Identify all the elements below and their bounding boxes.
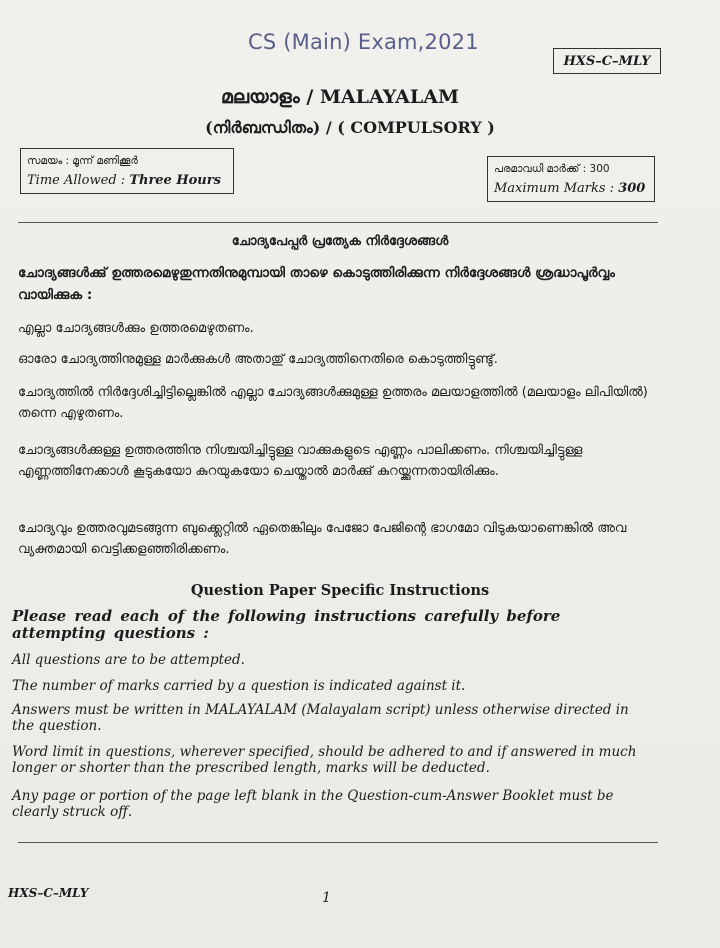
footer-paper-code: HXS–C–MLY — [8, 886, 89, 900]
time-value: Three Hours — [129, 173, 221, 188]
time-allowed-box — [20, 148, 234, 194]
instructions-lead-en: Please read each of the following instructions carefully before attempting questions : — [12, 607, 561, 642]
paper-subtitle: (നിർബന്ധിതം) / ( COMPULSORY ) — [205, 118, 495, 137]
instruction-en-5: Any page or portion of the page left blank in the Question-cum-Answer Booklet must be clearly struck off. — [12, 788, 614, 820]
time-label-en — [27, 171, 227, 191]
marks-value: 300 — [618, 181, 646, 196]
instruction-en-4: Word limit in questions, wherever specified, should be adhered to and if answered in much longer or shorter than the prescribed length, marks will be deducted. — [12, 744, 637, 776]
instructions-heading-ml: ചോദ്യപേപ്പർ പ്രത്യേക നിർദ്ദേശങ്ങൾ — [231, 234, 449, 249]
instructions-heading-en: Question Paper Specific Instructions — [190, 582, 490, 599]
exam-stamp: CS (Main) Exam,2021 — [248, 30, 479, 54]
marks-label-en — [494, 179, 648, 199]
marks-label-en-text: Maximum Marks : — [494, 181, 615, 196]
instruction-ml-1: എല്ലാ ചോദ്യങ്ങൾക്കും ഉത്തരമെഴുതണം. — [18, 321, 254, 336]
instruction-en-3: Answers must be written in MALAYALAM (Malayalam script) unless otherwise directed in the question. — [12, 702, 629, 734]
time-label-en-text: Time Allowed : — [27, 173, 126, 188]
instruction-ml-3: ചോദ്യത്തിൽ നിർദ്ദേശിച്ചിട്ടില്ലെങ്കിൽ എല്ലാ ചോദ്യങ്ങൾക്കുമുള്ള ഉത്തരം മലയാളത്തിൽ (മലയാളം ലിപിയിൽ) തന്നെ എഴുതണം. — [18, 385, 648, 421]
instruction-en-1: All questions are to be attempted. — [12, 652, 245, 668]
page-number: 1 — [322, 890, 331, 906]
instruction-ml-5: ചോദ്യവും ഉത്തരവുമടങ്ങുന്ന ബുക്ക്ലെറ്റിൽ ഏതെങ്കിലും പേജോ പേജിന്റെ ഭാഗമോ വിടുകയാണെങ്കിൽ അവ വ്യക്തമായി വെട്ടിക്കളഞ്ഞിരിക്കണം. — [18, 521, 627, 557]
maximum-marks-box — [487, 156, 655, 202]
paper-title: മലയാളം / MALAYALAM — [220, 86, 460, 108]
time-label-ml: സമയം : മൂന്ന് മണിക്കൂർ — [27, 155, 138, 167]
instruction-ml-4: ചോദ്യങ്ങൾക്കുള്ള ഉത്തരത്തിനു നിശ്ചയിച്ചിട്ടുള്ള വാക്കുകളുടെ എണ്ണം പാലിക്കണം. നിശ്ചയിച്ചിട്ടുള്ള എണ്ണത്തിനേക്കാൾ കൂടുകയോ കുറയുകയോ ചെയ്താൽ മാർക്കു് കുറയ്ക്കുന്നതായിരിക്കും. — [18, 443, 583, 479]
divider-top — [18, 222, 658, 223]
marks-label-ml: പരമാവധി മാർക്ക് : 300 — [494, 163, 610, 175]
instruction-en-2: The number of marks carried by a question is indicated against it. — [12, 678, 466, 694]
divider-bottom — [18, 842, 658, 843]
instructions-lead-ml: ചോദ്യങ്ങൾക്കു് ഉത്തരമെഴുതുന്നതിനുമുമ്പായി താഴെ കൊടുത്തിരിക്കുന്ന നിർദ്ദേശങ്ങൾ ശ്രദ്ധാപൂർവ്വം വായിക്കുക : — [18, 265, 615, 303]
paper-code-box: HXS–C–MLY — [553, 48, 661, 74]
instruction-ml-2: ഓരോ ചോദ്യത്തിനുമുള്ള മാർക്കുകൾ അതാതു് ചോദ്യത്തിനെതിരെ കൊടുത്തിട്ടുണ്ടു്. — [18, 352, 498, 367]
